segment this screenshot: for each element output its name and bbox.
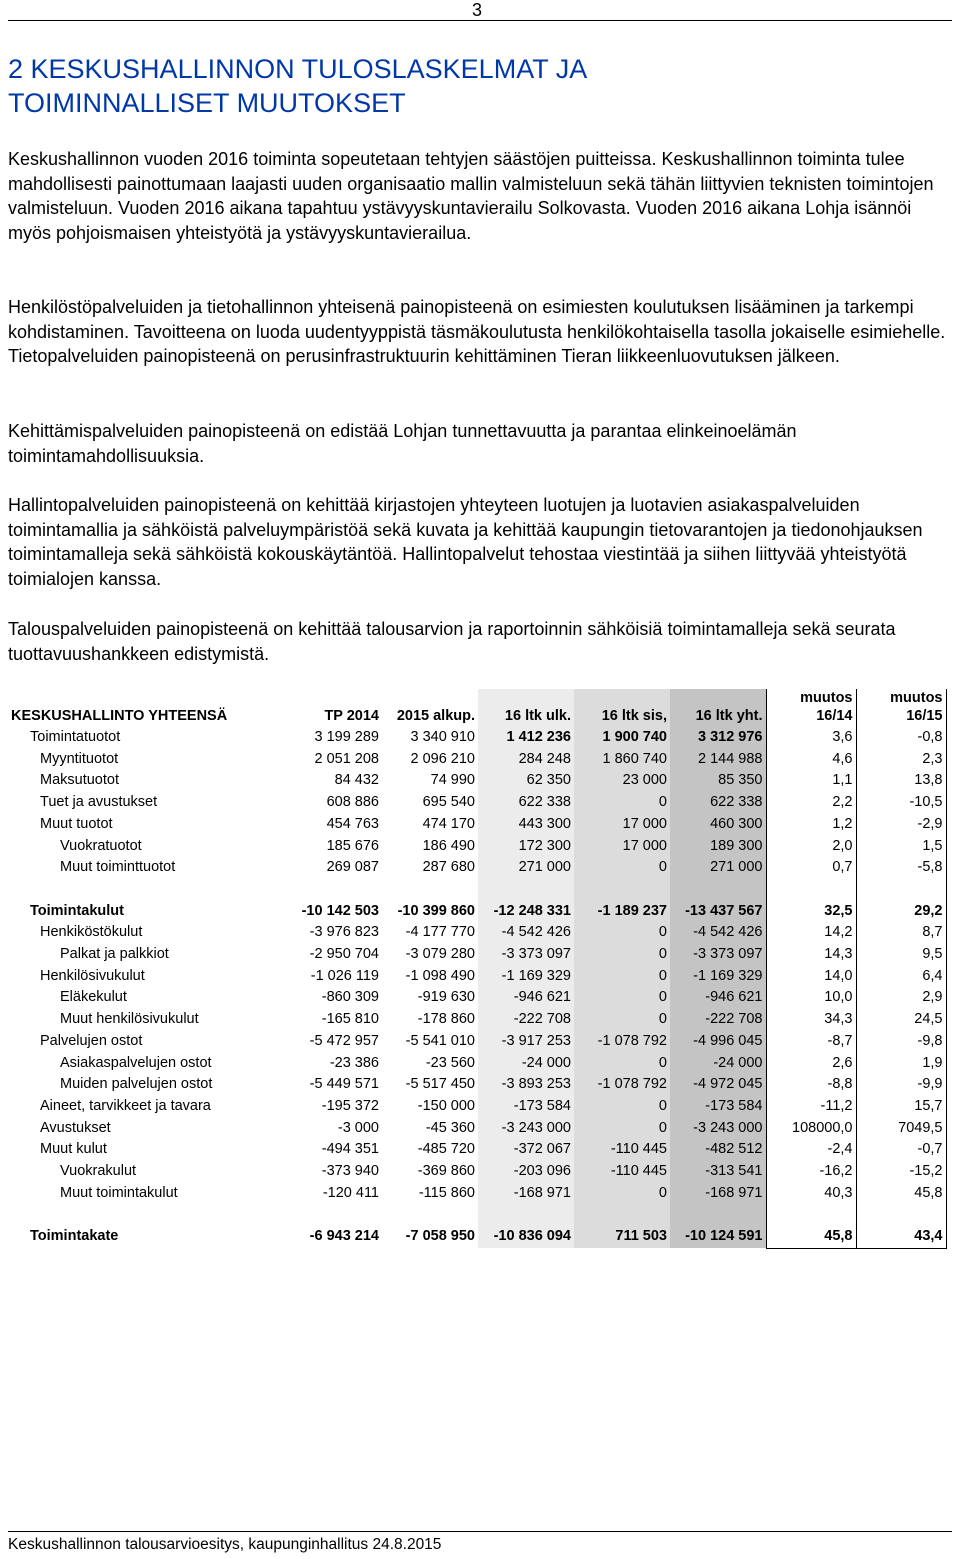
cell-ulk16: -222 708: [478, 1009, 574, 1031]
cell-m1615: 13,8: [856, 770, 946, 792]
income-statement-table: [8, 689, 947, 1249]
cell-alkup2015: 287 680: [422, 859, 475, 876]
cell-ulk16: -4 542 426: [478, 922, 574, 944]
header-muutos-1615: [856, 689, 946, 727]
cell-m1614: -16,2: [766, 1161, 856, 1183]
table-row: [8, 836, 946, 858]
row-label: Muut henkilösivukulut: [60, 1011, 199, 1028]
section-heading-line2: TOIMINNALLISET MUUTOKSET: [8, 88, 406, 118]
cell-ulk16: -173 584: [478, 1096, 574, 1118]
cell-tp2014: -5 472 957: [309, 1032, 379, 1049]
cell-m1615: 45,8: [856, 1183, 946, 1205]
cell-alkup2015: -5 517 450: [405, 1076, 475, 1093]
cell-tp2014: -860 309: [321, 989, 379, 1006]
cell-sis16: 0: [574, 1053, 670, 1075]
row-label: Toimintatuotot: [30, 729, 121, 745]
cell-yht16: -24 000: [670, 1053, 766, 1075]
cell-sis16: -1 078 792: [574, 1031, 670, 1053]
cell-tp2014: -3 000: [337, 1119, 379, 1136]
cell-sis16: 0: [574, 987, 670, 1009]
table-row: [8, 1183, 946, 1205]
cell-sis16: 0: [574, 857, 670, 879]
spacer-cell: [8, 879, 285, 901]
cell-m1615: 9,5: [856, 944, 946, 966]
table-row: [8, 1096, 946, 1118]
cell-m1615: -0,8: [856, 727, 946, 749]
table-row: [8, 1074, 946, 1096]
section-heading-line1: 2 KESKUSHALLINNON TULOSLASKELMAT JA: [8, 54, 588, 84]
cell-tp2014: 84 432: [334, 772, 379, 789]
cell-sis16: -110 445: [574, 1139, 670, 1161]
cell-alkup2015: -7 058 950: [405, 1228, 475, 1245]
cell-alkup2015: -10 399 860: [397, 902, 475, 919]
cell-yht16: 189 300: [670, 836, 766, 858]
row-label: Henkiköstökulut: [40, 924, 143, 941]
cell-yht16: -313 541: [670, 1161, 766, 1183]
cell-ulk16: -10 836 094: [478, 1226, 574, 1248]
cell-sis16: 0: [574, 1009, 670, 1031]
spacer-cell: [8, 1204, 285, 1226]
table-row: [8, 901, 946, 923]
cell-tp2014: -120 411: [322, 1184, 379, 1201]
cell-m1615: -9,8: [856, 1031, 946, 1053]
spacer-cell: [478, 879, 574, 901]
section-heading: [8, 52, 908, 120]
row-label: Palvelujen ostot: [40, 1032, 143, 1049]
cell-tp2014: -195 372: [321, 1097, 379, 1114]
table-row: [8, 1031, 946, 1053]
cell-m1614: 2,2: [766, 792, 856, 814]
cell-ulk16: 62 350: [478, 770, 574, 792]
cell-m1614: 14,2: [766, 922, 856, 944]
cell-alkup2015: 3 340 910: [410, 729, 475, 745]
cell-tp2014: -23 386: [329, 1054, 379, 1071]
table-row: [8, 749, 946, 771]
cell-tp2014: 608 886: [326, 794, 379, 811]
table-row: [8, 1053, 946, 1075]
cell-yht16: -4 972 045: [670, 1074, 766, 1096]
cell-yht16: -946 621: [670, 987, 766, 1009]
cell-m1614: 34,3: [766, 1009, 856, 1031]
cell-alkup2015: -919 630: [417, 989, 475, 1006]
cell-tp2014: -2 950 704: [309, 946, 379, 963]
cell-ulk16: -12 248 331: [478, 901, 574, 923]
header-muutos-1614-bottom: 16/14: [816, 708, 853, 724]
row-label: Toimintakate: [30, 1228, 119, 1245]
cell-m1615: -0,7: [856, 1139, 946, 1161]
cell-m1614: 10,0: [766, 987, 856, 1009]
cell-ulk16: -372 067: [478, 1139, 574, 1161]
cell-alkup2015: -4 177 770: [405, 924, 475, 941]
cell-m1615: 1,5: [856, 836, 946, 858]
cell-sis16: 23 000: [574, 770, 670, 792]
row-label: Palkat ja palkkiot: [60, 946, 169, 963]
spacer-cell: [856, 1204, 946, 1226]
paragraph-3: Kehittämispalveluiden painopisteenä on edistää Lohjan tunnettavuutta ja parantaa elinkeinoelämän toimintamahdollisuuksia.: [8, 421, 797, 466]
header-muutos-1615-bottom: 16/15: [906, 708, 943, 724]
cell-tp2014: -1 026 119: [310, 967, 379, 984]
table-header-row: [8, 689, 946, 727]
row-label: Eläkekulut: [60, 989, 127, 1006]
cell-m1615: 24,5: [856, 1009, 946, 1031]
cell-ulk16: 172 300: [478, 836, 574, 858]
cell-tp2014: -10 142 503: [301, 902, 379, 919]
table-row: [8, 966, 946, 988]
cell-m1614: 2,0: [766, 836, 856, 858]
row-label: Toimintakulut: [30, 902, 124, 919]
cell-alkup2015: -485 720: [417, 1141, 475, 1158]
table-row: [8, 1139, 946, 1161]
spacer-cell: [766, 1204, 856, 1226]
cell-ulk16: -3 243 000: [478, 1118, 574, 1140]
cell-alkup2015: 2 096 210: [410, 750, 475, 767]
table-row: [8, 922, 946, 944]
cell-ulk16: -3 917 253: [478, 1031, 574, 1053]
header-yht16: 16 ltk yht.: [670, 689, 766, 727]
cell-m1614: -8,8: [766, 1074, 856, 1096]
cell-ulk16: 443 300: [478, 814, 574, 836]
cell-yht16: 622 338: [670, 792, 766, 814]
spacer-cell: [285, 879, 382, 901]
cell-yht16: -13 437 567: [670, 901, 766, 923]
cell-yht16: -3 373 097: [670, 944, 766, 966]
cell-yht16: -10 124 591: [670, 1226, 766, 1248]
cell-tp2014: 454 763: [326, 815, 379, 832]
cell-m1615: 15,7: [856, 1096, 946, 1118]
spacer-cell: [766, 879, 856, 901]
row-label: Muut kulut: [40, 1141, 107, 1158]
cell-sis16: 0: [574, 1096, 670, 1118]
table-body: [8, 727, 946, 1248]
cell-ulk16: 271 000: [478, 857, 574, 879]
cell-alkup2015: 186 490: [422, 837, 475, 854]
cell-ulk16: -168 971: [478, 1183, 574, 1205]
cell-sis16: -1 078 792: [574, 1074, 670, 1096]
cell-alkup2015: -178 860: [417, 1011, 475, 1028]
row-label: Aineet, tarvikkeet ja tavara: [40, 1097, 211, 1114]
cell-sis16: 0: [574, 1183, 670, 1205]
cell-tp2014: -5 449 571: [309, 1076, 379, 1093]
cell-yht16: 3 312 976: [670, 727, 766, 749]
spacer-cell: [670, 1204, 766, 1226]
paragraph-1: Keskushallinnon vuoden 2016 toiminta sopeutetaan tehtyjen säästöjen puitteissa. Keskushallinnon toiminta tulee mahdollisesti painottumaan laajasti uuden organisaatio mallin valmisteluun sekä tähän liittyvien teknisten toimintojen valmisteluun. Vuoden 2016 aikana tapahtuu ystävyyskuntavierailu Solkovasta. Vuoden 2016 aikana Lohja isännöi myös pohjoismaisen yhteistyötä ja ystävyyskuntavierailua.: [8, 149, 934, 243]
cell-alkup2015: -3 079 280: [405, 946, 475, 963]
cell-m1614: 1,2: [766, 814, 856, 836]
cell-tp2014: -3 976 823: [309, 924, 379, 941]
cell-tp2014: 3 199 289: [314, 729, 379, 745]
cell-m1614: 108000,0: [766, 1118, 856, 1140]
table-row: [8, 814, 946, 836]
spacer-cell: [574, 879, 670, 901]
page-number: 3: [471, 0, 482, 20]
cell-yht16: -168 971: [670, 1183, 766, 1205]
spacer-cell: [382, 879, 478, 901]
cell-m1615: 43,4: [856, 1226, 946, 1248]
cell-yht16: 460 300: [670, 814, 766, 836]
table-row: [8, 727, 946, 749]
row-label: Muut toimintakulut: [60, 1184, 178, 1201]
spacer-cell: [285, 1204, 382, 1226]
spacer-cell: [574, 1204, 670, 1226]
cell-alkup2015: -1 098 490: [405, 967, 475, 984]
cell-m1614: -11,2: [766, 1096, 856, 1118]
paragraph-4: Hallintopalveluiden painopisteenä on kehittää kirjastojen yhteyteen luotujen ja luotavien asiakaspalveluiden toimintamallia ja sähköistä palveluympäristöä sekä kuvata ja kehittää kaupungin tietovarantojen ja tiedonohjauksen toimintamalleja sekä sähköistä kokouskäytäntöä. Hallintopalvelut tehostaa viestintää ja siihen liittyvää yhteistyötä toimialojen kanssa.: [8, 495, 923, 589]
table-row: [8, 987, 946, 1009]
cell-ulk16: -24 000: [478, 1053, 574, 1075]
cell-ulk16: 284 248: [478, 749, 574, 771]
spacer-cell: [382, 1204, 478, 1226]
cell-m1615: -5,8: [856, 857, 946, 879]
cell-m1614: 3,6: [766, 727, 856, 749]
cell-m1615: -15,2: [856, 1161, 946, 1183]
cell-yht16: -482 512: [670, 1139, 766, 1161]
cell-ulk16: -203 096: [478, 1161, 574, 1183]
row-label: Tuet ja avustukset: [40, 794, 158, 811]
cell-sis16: 0: [574, 944, 670, 966]
cell-sis16: -1 189 237: [574, 901, 670, 923]
cell-ulk16: -1 169 329: [478, 966, 574, 988]
cell-m1615: 2,9: [856, 987, 946, 1009]
cell-yht16: -1 169 329: [670, 966, 766, 988]
cell-m1614: 2,6: [766, 1053, 856, 1075]
cell-m1615: 8,7: [856, 922, 946, 944]
table-row: [8, 770, 946, 792]
cell-sis16: 0: [574, 922, 670, 944]
cell-sis16: 1 900 740: [574, 727, 670, 749]
header-alkup2015: 2015 alkup.: [396, 708, 475, 724]
row-label: Vuokratuotot: [60, 837, 142, 854]
paragraph-2: Henkilöstöpalveluiden ja tietohallinnon yhteisenä painopisteenä on esimiesten koulutuksen lisääminen ja tarkempi kohdistaminen. Tavoitteena on luoda uudentyyppistä täsmäkoulutusta henkilökohtaisella tasolla jokaiselle esimiehelle. Tietopalveluiden painopisteenä on perusinfrastruktuurin kehittäminen Tieran liikkeenluovutuksen jälkeen.: [8, 297, 946, 366]
table-row: [8, 792, 946, 814]
cell-m1615: 29,2: [856, 901, 946, 923]
cell-m1614: -2,4: [766, 1139, 856, 1161]
table-row: [8, 857, 946, 879]
cell-m1615: 6,4: [856, 966, 946, 988]
cell-m1615: 1,9: [856, 1053, 946, 1075]
cell-tp2014: -494 351: [321, 1141, 379, 1158]
header-muutos-1614: [766, 689, 856, 727]
cell-alkup2015: 74 990: [430, 772, 475, 789]
cell-tp2014: -165 810: [321, 1011, 379, 1028]
cell-m1615: 2,3: [856, 749, 946, 771]
row-label: Muiden palvelujen ostot: [60, 1076, 213, 1093]
cell-alkup2015: -23 560: [425, 1054, 475, 1071]
spacer-row: [8, 1204, 946, 1226]
cell-yht16: -4 996 045: [670, 1031, 766, 1053]
cell-sis16: 0: [574, 966, 670, 988]
cell-m1614: 4,6: [766, 749, 856, 771]
row-label: Maksutuotot: [40, 772, 119, 789]
cell-sis16: 711 503: [574, 1226, 670, 1248]
cell-tp2014: 269 087: [326, 859, 379, 876]
cell-sis16: 17 000: [574, 814, 670, 836]
cell-m1614: 14,0: [766, 966, 856, 988]
cell-m1614: 0,7: [766, 857, 856, 879]
row-label: Henkilösivukulut: [40, 967, 145, 984]
spacer-cell: [670, 879, 766, 901]
cell-sis16: -110 445: [574, 1161, 670, 1183]
footer-text: Keskushallinnon talousarvioesitys, kaupunginhallitus 24.8.2015: [8, 1536, 442, 1553]
table-row: [8, 1118, 946, 1140]
cell-m1614: 1,1: [766, 770, 856, 792]
cell-ulk16: 1 412 236: [478, 727, 574, 749]
row-label: Asiakaspalvelujen ostot: [60, 1054, 212, 1071]
cell-m1614: 45,8: [766, 1226, 856, 1248]
cell-ulk16: 622 338: [478, 792, 574, 814]
row-label: Muut toiminttuotot: [60, 859, 176, 876]
cell-ulk16: -3 373 097: [478, 944, 574, 966]
cell-m1615: 7049,5: [856, 1118, 946, 1140]
header-tp2014: TP 2014: [324, 708, 379, 724]
cell-alkup2015: 695 540: [422, 794, 475, 811]
cell-m1614: -8,7: [766, 1031, 856, 1053]
table-row: [8, 1226, 946, 1248]
cell-m1615: -10,5: [856, 792, 946, 814]
cell-ulk16: -3 893 253: [478, 1074, 574, 1096]
table-row: [8, 944, 946, 966]
cell-yht16: -4 542 426: [670, 922, 766, 944]
cell-yht16: -173 584: [670, 1096, 766, 1118]
footer-rule: [8, 1531, 952, 1532]
cell-yht16: 2 144 988: [670, 749, 766, 771]
cell-m1614: 14,3: [766, 944, 856, 966]
cell-alkup2015: -5 541 010: [405, 1032, 475, 1049]
cell-m1614: 40,3: [766, 1183, 856, 1205]
cell-alkup2015: -115 860: [418, 1184, 475, 1201]
header-muutos-1614-top: muutos: [800, 690, 853, 706]
cell-m1614: 32,5: [766, 901, 856, 923]
cell-alkup2015: 474 170: [422, 815, 475, 832]
cell-m1615: -2,9: [856, 814, 946, 836]
cell-alkup2015: -369 860: [417, 1163, 475, 1180]
row-label: Vuokrakulut: [60, 1163, 137, 1180]
cell-ulk16: -946 621: [478, 987, 574, 1009]
spacer-cell: [478, 1204, 574, 1226]
cell-tp2014: 2 051 208: [314, 750, 379, 767]
table-row: [8, 1009, 946, 1031]
spacer-row: [8, 879, 946, 901]
cell-sis16: 1 860 740: [574, 749, 670, 771]
cell-sis16: 0: [574, 1118, 670, 1140]
cell-m1615: -9,9: [856, 1074, 946, 1096]
cell-tp2014: -6 943 214: [309, 1228, 379, 1245]
row-label: Avustukset: [40, 1119, 111, 1136]
spacer-cell: [856, 879, 946, 901]
paragraph-5: Talouspalveluiden painopisteenä on kehittää talousarvion ja raportoinnin sähköisiä toimintamalleja sekä seurata tuottavuushankkeen edistymistä.: [8, 619, 896, 664]
table-row: [8, 1161, 946, 1183]
cell-tp2014: -373 940: [321, 1163, 379, 1180]
cell-tp2014: 185 676: [326, 837, 379, 854]
cell-alkup2015: -150 000: [417, 1097, 475, 1114]
row-label: Myyntituotot: [40, 750, 119, 767]
top-rule: [8, 20, 952, 21]
row-label: Muut tuotot: [40, 815, 113, 832]
cell-yht16: -3 243 000: [670, 1118, 766, 1140]
header-ulk16: 16 ltk ulk.: [478, 689, 574, 727]
cell-yht16: 271 000: [670, 857, 766, 879]
cell-yht16: 85 350: [670, 770, 766, 792]
cell-sis16: 17 000: [574, 836, 670, 858]
cell-sis16: 0: [574, 792, 670, 814]
cell-yht16: -222 708: [670, 1009, 766, 1031]
header-muutos-1615-top: muutos: [890, 690, 943, 706]
header-label: KESKUSHALLINTO YHTEENSÄ: [11, 708, 228, 724]
header-sis16: 16 ltk sis,: [574, 689, 670, 727]
cell-alkup2015: -45 360: [425, 1119, 475, 1136]
